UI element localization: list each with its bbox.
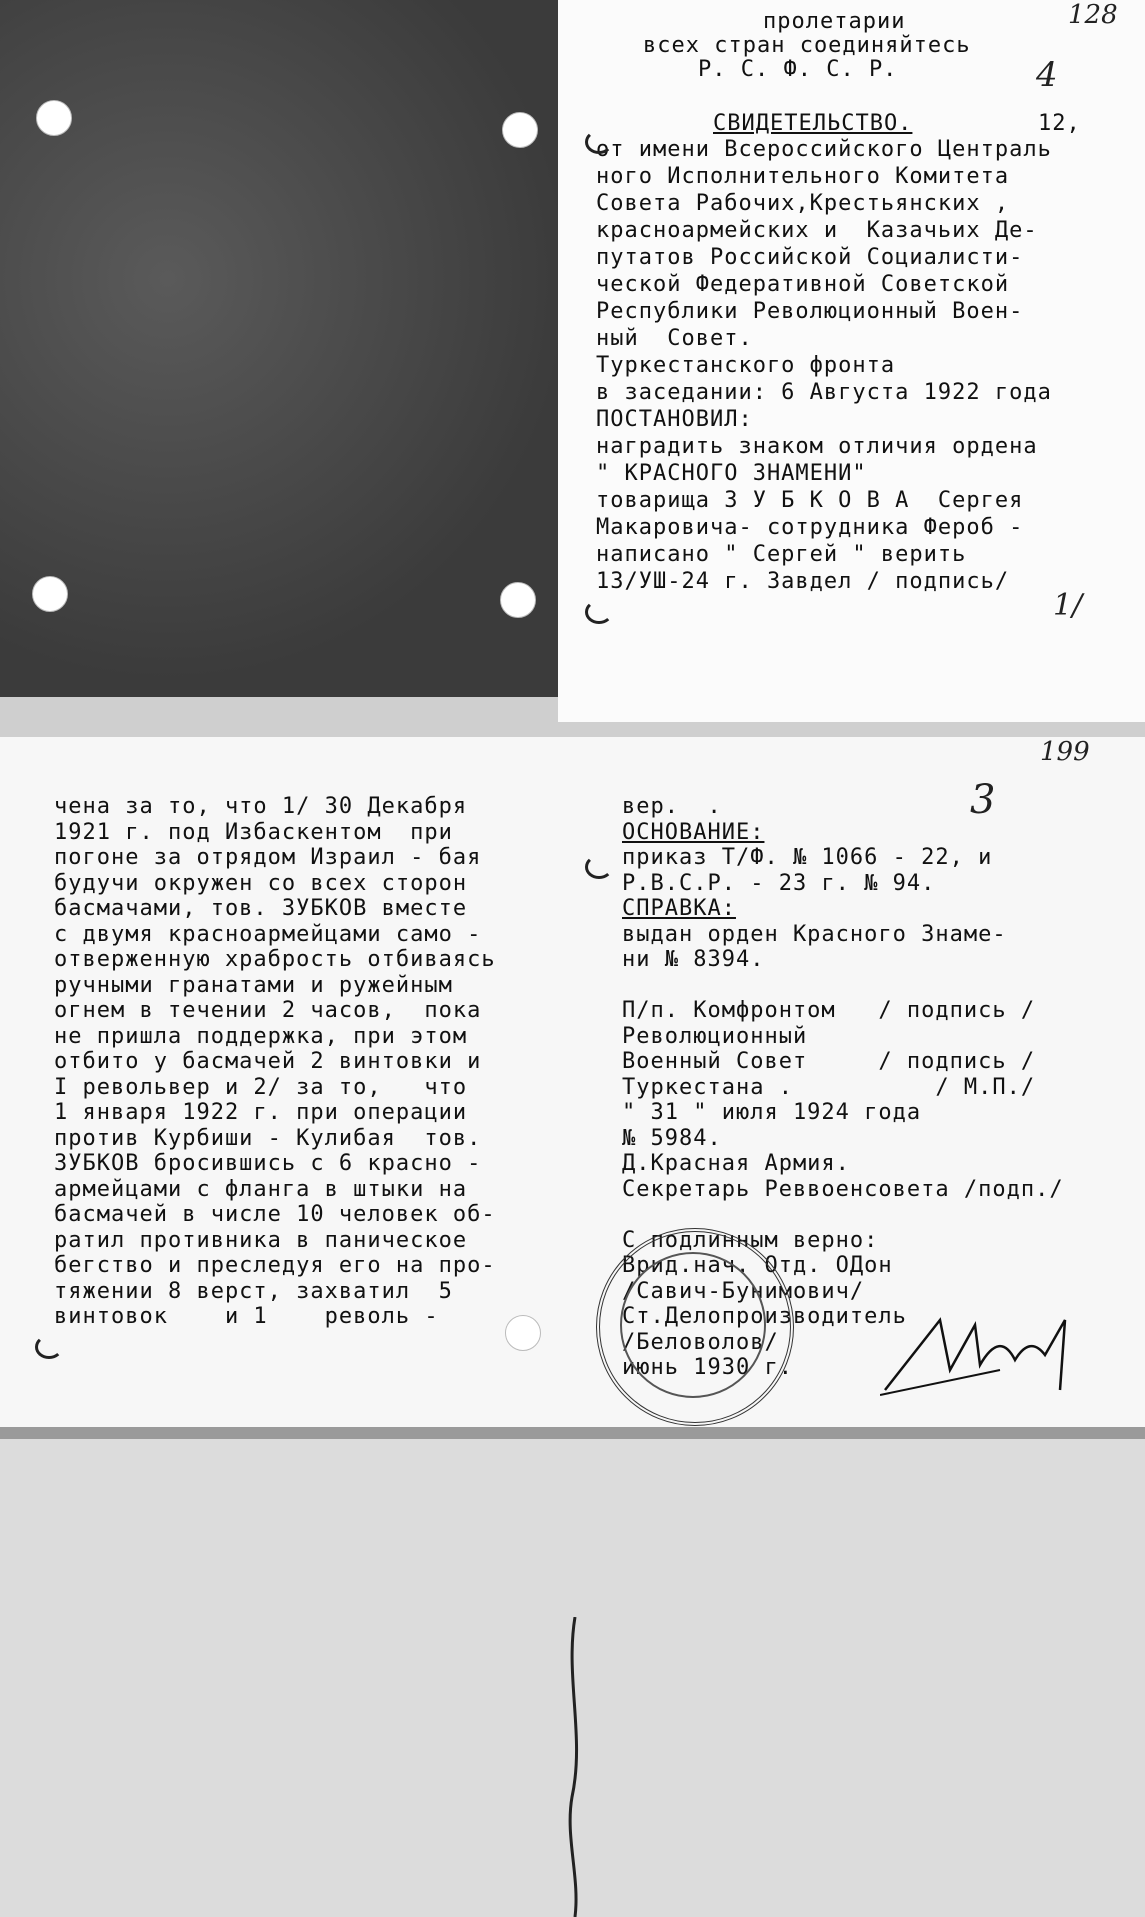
ring-mark — [585, 855, 613, 879]
header-line-2: всех стран соединяйтесь — [643, 33, 971, 58]
text-line: вер. . — [622, 794, 722, 819]
text-line: Д.Красная Армия. — [622, 1151, 850, 1176]
text-line: 1 января 1922 г. при операции — [54, 1100, 468, 1125]
header-line-3: Р. С. Ф. С. Р. — [698, 57, 898, 82]
text-line: в заседании: 6 Августа 1922 года — [596, 380, 1052, 405]
handwritten-signature — [880, 1300, 1100, 1400]
text-line: басмачей в числе 10 человек об- — [54, 1202, 496, 1227]
punch-hole — [502, 112, 538, 148]
text-line: 1921 г. под Избаскентом при — [54, 819, 453, 845]
text-line: бегство и преследуя его на про- — [54, 1253, 496, 1278]
ring-mark — [585, 600, 613, 624]
text-line: Ст.Делопроизводитель — [622, 1304, 907, 1329]
text-line: погоне за отрядом Израил - бая — [54, 845, 482, 870]
text-line: огнем в течении 2 часов, пока — [54, 998, 482, 1023]
text-line: приказ Т/Ф. № 1066 - 22, и — [622, 845, 993, 870]
text-line: ный Совет. — [596, 326, 753, 351]
text-line: ручными гранатами и ружейным — [54, 972, 453, 998]
handwritten-mark: 1/ — [1053, 588, 1083, 623]
text-line: ческой Федеративной Советской — [596, 272, 1010, 297]
text-line: Туркестана . / М.П./ — [622, 1074, 1036, 1100]
handwritten-corner-number: 128 — [1068, 0, 1118, 30]
text-line: С подлинным верно: — [622, 1227, 879, 1253]
round-seal-stamp — [596, 1228, 794, 1426]
text-line: наградить знаком отличия ордена — [596, 434, 1038, 459]
punch-hole — [500, 582, 536, 618]
text-line: ЗУБКОВ бросившись с 6 красно - — [54, 1151, 482, 1176]
text-line: " КРАСНОГО ЗНАМЕНИ" — [596, 461, 867, 486]
text-line: Р.В.С.Р. - 23 г. № 94. — [622, 870, 936, 896]
dark-backing-sheet — [0, 0, 558, 697]
text-line: выдан орден Красного Знаме- — [622, 921, 1007, 947]
text-line: № 5984. — [622, 1125, 722, 1151]
text-line: СПРАВКА: — [622, 896, 736, 921]
text-line: ного Исполнительного Комитета — [596, 164, 1010, 189]
text-line: ОСНОВАНИЕ: — [622, 819, 765, 845]
text-line: басмачами, тов. ЗУБКОВ вместе — [54, 896, 468, 921]
text-line: против Курбиши - Кулибая тов. — [54, 1125, 482, 1151]
handwritten-number: 4 — [1036, 55, 1058, 95]
text-line: ни № 8394. — [622, 947, 765, 972]
text-line: с двумя красноармейцами само - — [54, 921, 482, 947]
text-line: июнь 1930 г. — [622, 1355, 793, 1380]
text-line: 13/УШ-24 г. Завдел / подпись/ — [596, 569, 1010, 594]
text-line: П/п. Комфронтом / подпись / — [622, 998, 1036, 1023]
handwritten-number-2: 3 — [970, 777, 996, 823]
text-line: ПОСТАНОВИЛ: — [596, 407, 753, 432]
text-line: отверженную храбрость отбиваясь — [54, 947, 496, 972]
text-line: Врид.нач. Отд. ОДон — [622, 1253, 893, 1278]
text-line: путатов Российской Социалисти- — [596, 245, 1024, 270]
punch-hole — [505, 1315, 541, 1351]
handwritten-corner-number-2: 199 — [1040, 737, 1090, 767]
text-line: Революционный — [622, 1023, 808, 1049]
text-line: винтовок и 1 револь - — [54, 1304, 439, 1329]
text-line: /Беловолов/ — [622, 1329, 779, 1355]
text-line: Макаровича- сотрудника Фероб - — [596, 515, 1024, 540]
certificate-top-sheet — [558, 0, 1145, 722]
text-line: не пришла поддержка, при этом — [54, 1023, 468, 1049]
ring-mark — [35, 1335, 63, 1359]
certificate-number: 12, — [1038, 111, 1081, 136]
certificate-title: СВИДЕТЕЛЬСТВО. — [713, 111, 913, 136]
text-line: Военный Совет / подпись / — [622, 1049, 1036, 1074]
text-line: ратил противника в паническое — [54, 1227, 468, 1253]
text-line: Республики Революционный Воен- — [596, 299, 1024, 324]
text-line: написано " Сергей " верить — [596, 542, 967, 567]
text-line: Секретарь Реввоенсовета /подп./ — [622, 1176, 1064, 1202]
binding-string — [560, 1617, 590, 1917]
text-line: /Савич-Бунимович/ — [622, 1278, 865, 1304]
text-line: Туркестанского фронта — [596, 353, 896, 378]
text-line: отбито у басмачей 2 винтовки и — [54, 1049, 482, 1074]
punch-hole — [32, 576, 68, 612]
text-line: чена за то, что 1/ 30 Декабря — [54, 794, 468, 819]
text-line: армейцами с фланга в штыки на — [54, 1176, 468, 1202]
text-line: " 31 " июля 1924 года — [622, 1100, 922, 1125]
header-line-1: пролетарии — [763, 9, 906, 34]
text-line: I револьвер и 2/ за то, что — [54, 1074, 468, 1100]
ring-mark — [585, 130, 613, 154]
bottom-edge — [0, 1427, 1145, 1439]
text-line: Совета Рабочих,Крестьянских , — [596, 191, 1010, 216]
punch-hole — [36, 100, 72, 136]
text-line: товарища З У Б К О В А Сергея — [596, 488, 1024, 513]
text-line: от имени Всероссийского Централь — [596, 137, 1052, 162]
text-line: будучи окружен со всех сторон — [54, 870, 468, 896]
text-line: красноармейских и Казачьих Де- — [596, 218, 1038, 243]
text-line: тяжении 8 верст, захватил 5 — [54, 1278, 453, 1304]
